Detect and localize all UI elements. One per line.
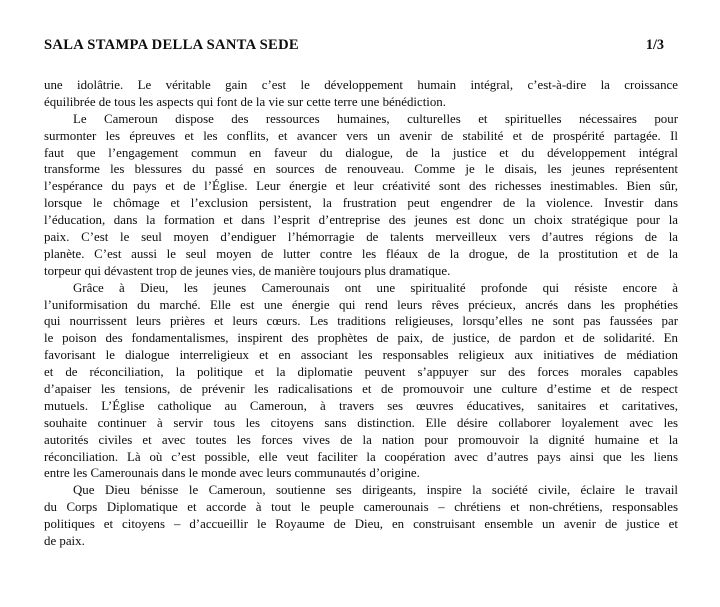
- paragraph: [44, 280, 678, 483]
- text-line: le poison des fondamentalismes, inspirent des prophètes de paix, de justice, de pardon et de solidarité. En: [44, 331, 678, 346]
- document-title: SALA STAMPA DELLA SANTA SEDE: [44, 37, 299, 53]
- text-line: Le Cameroun dispose des ressources humaines, culturelles et spirituelles nécessaires pour: [73, 111, 678, 126]
- text-line: qui nourrissent leurs prières et leurs cœurs. Les traditions religieuses, lorsqu’elles ne sont pas faussées par: [44, 314, 678, 329]
- text-line: surmonter les épreuves et les conflits, et avancer vers un avenir de stabilité et de prospérité partagée. Il: [44, 128, 678, 143]
- paragraph: [44, 482, 678, 550]
- text-line: faut que l’engagement commun en faveur du dialogue, de la justice et du développement intégral: [44, 145, 678, 160]
- text-line: favorisant le dialogue interreligieux et en associant les responsables religieux aux initiatives de médiation: [44, 348, 678, 363]
- text-line: et de réconciliation, la politique et la diplomatie peuvent s’appuyer sur des forces morales capables: [44, 365, 678, 380]
- text-line: du Corps Diplomatique et accorde à tout le peuple camerounais – chrétiens et non-chrétiens, responsables: [44, 500, 678, 515]
- document-header: [44, 36, 678, 54]
- text-line: de paix.: [44, 534, 85, 549]
- text-line: équilibrée de tous les aspects qui font de la vie sur cette terre une bénédiction.: [44, 94, 446, 109]
- text-line: lorsque le chômage et l’exclusion persistent, la frustration peut engendrer de la violence. Investir dans: [44, 196, 678, 211]
- text-line: politiques et citoyens – d’accueillir le Royaume de Dieu, en construisant ensemble un avenir de justice et: [44, 517, 678, 532]
- text-line: souhaite continuer à servir tous les citoyens sans distinction. Elle désire collaborer loyalement avec les: [44, 415, 678, 430]
- text-line: planète. C’est aussi le seul moyen de lutter contre les fléaux de la drogue, de la prostitution et de la: [44, 246, 678, 261]
- text-line: torpeur qui dévastent trop de jeunes vies, de manière toujours plus dramatique.: [44, 263, 451, 278]
- text-line: l’uniformisation du marché. Elle est une énergie qui rend leurs rêves précieux, ancrés dans les prophéties: [44, 297, 678, 312]
- paragraph: [44, 111, 678, 280]
- text-line: transforme les blessures du passé en sources de renouveau. Comme je le disais, les jeunes représentent: [44, 162, 678, 177]
- page-number: 1/3: [645, 37, 664, 53]
- text-line: autorités civiles et avec toutes les forces vives de la nation pour promouvoir la dignité humaine et la: [44, 432, 678, 447]
- document-body: [44, 77, 678, 550]
- text-line: réconciliation. Là où c’est possible, elle veut faciliter la coopération avec d’autres pays ainsi que les liens: [44, 449, 678, 464]
- text-line: Que Dieu bénisse le Cameroun, soutienne ses dirigeants, inspire la société civile, éclaire le travail: [73, 483, 678, 498]
- text-line: une idolâtrie. Le véritable gain c’est le développement humain intégral, c’est-à-dire la croissance: [44, 78, 678, 92]
- text-line: entre les Camerounais dans le monde avec leurs communautés d’origine.: [44, 466, 420, 481]
- text-line: d’apaiser les tensions, de prévenir les radicalisations et de promouvoir une culture d’estime et de respect: [44, 382, 678, 397]
- text-line: mutuels. L’Église catholique au Cameroun, à travers ses œuvres éducatives, sanitaires et caritatives,: [44, 398, 678, 413]
- text-line: paix. C’est le seul moyen d’endiguer l’hémorragie de talents merveilleux vers d’autres régions de la: [44, 230, 678, 245]
- text-line: l’espérance du pays et de l’Église. Leur énergie et leur créativité sont des richesses inestimables. Bien sûr,: [44, 179, 678, 194]
- text-line: l’éducation, dans la formation et dans l’esprit d’entreprise des jeunes est donc un choix stratégique pour la: [44, 213, 678, 228]
- text-line: Grâce à Dieu, les jeunes Camerounais ont une spiritualité profonde qui résiste encore à: [73, 280, 678, 295]
- paragraph: [44, 77, 678, 111]
